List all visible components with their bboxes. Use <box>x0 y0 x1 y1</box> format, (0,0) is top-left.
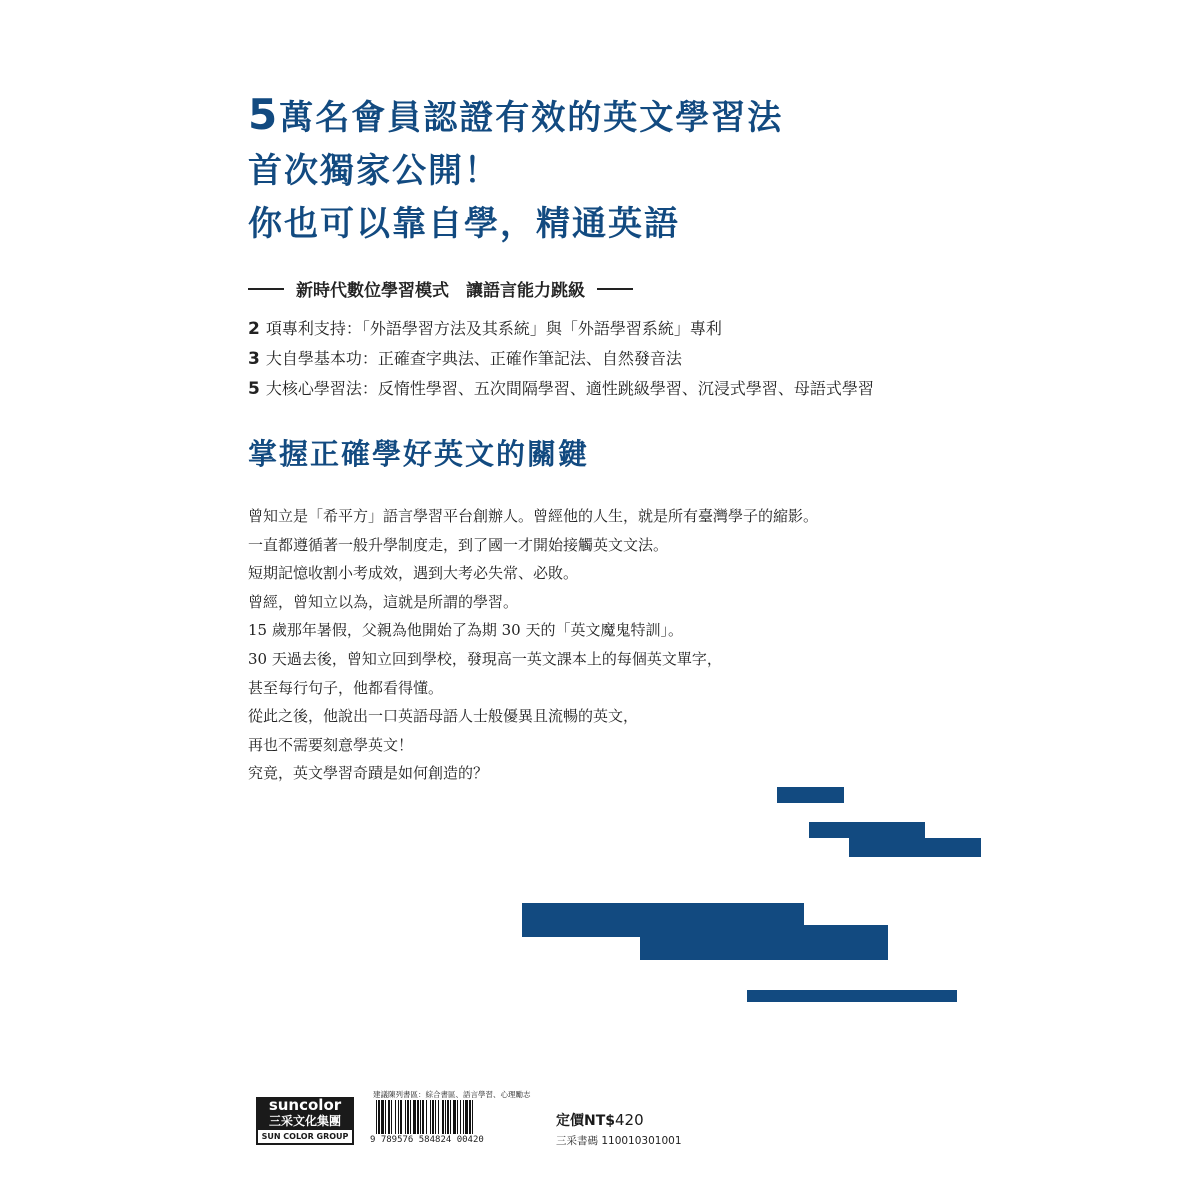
publisher-logo-wordmark: suncolor <box>268 1096 342 1114</box>
shelf-category: 建議陳列書區：綜合書區、語言學習、心理勵志 <box>373 1090 531 1099</box>
feature-number: 2 <box>248 319 260 339</box>
barcode-graphic <box>370 1100 538 1136</box>
feature-number: 3 <box>248 349 260 369</box>
body-line: 曾經，曾知立以為，這就是所謂的學習。 <box>248 592 519 611</box>
headline-line-1 <box>248 88 783 145</box>
feature-item <box>248 374 874 404</box>
tagline <box>248 276 633 301</box>
publisher-logo-english: SUN COLOR GROUP <box>258 1130 352 1143</box>
headline-line-3: 你也可以靠自學，精通英語 <box>248 204 680 244</box>
feature-text: 大自學基本功：正確查字典法、正確作筆記法、自然發音法 <box>265 349 682 368</box>
body-line: 15 歲那年暑假，父親為他開始了為期 30 天的「英文魔鬼特訓」。 <box>248 621 683 640</box>
store-code: 三采書碼 110010301001 <box>556 1135 682 1147</box>
decorative-bar <box>640 925 888 960</box>
body-text <box>248 502 818 788</box>
publisher-logo-chinese: 三采文化集團 <box>268 1114 341 1128</box>
tagline-rule-left <box>248 288 284 290</box>
price-value: 420 <box>615 1111 644 1129</box>
headline-line-2: 首次獨家公開！ <box>248 151 500 191</box>
headline <box>248 88 783 251</box>
body-line: 曾知立是「希平方」語言學習平台創辦人。曾經他的人生，就是所有臺灣學子的縮影。 <box>248 507 819 525</box>
body-line: 一直都遵循著一般升學制度走，到了國一才開始接觸英文文法。 <box>248 535 669 554</box>
feature-item <box>248 344 874 374</box>
subheading: 掌握正確學好英文的關鍵 <box>248 437 590 471</box>
decorative-bar <box>809 822 925 838</box>
feature-text: 項專利支持：「外語學習方法及其系統」與「外語學習系統」專利 <box>265 319 722 338</box>
decorative-bar <box>849 838 981 857</box>
tagline-rule-right <box>597 288 633 290</box>
headline-line-1-text: 萬名會員認證有效的英文學習法 <box>279 98 784 138</box>
headline-digit: 5 <box>248 90 280 139</box>
feature-item <box>248 314 874 344</box>
feature-number: 5 <box>248 379 260 399</box>
price-label: 定價NT$ <box>556 1113 616 1129</box>
publisher-logo <box>256 1097 354 1145</box>
body-line: 30 天過去後，曾知立回到學校，發現高一英文課本上的每個英文單字， <box>248 649 722 668</box>
feature-text: 大核心學習法：反惰性學習、五次間隔學習、適性跳級學習、沉浸式學習、母語式學習 <box>265 379 874 398</box>
decorative-bar <box>747 990 957 1002</box>
isbn-number: 9 789576 584824 00420 <box>370 1135 484 1145</box>
body-line: 短期記憶收割小考成效，遇到大考必失常、必敗。 <box>248 564 579 583</box>
body-line: 究竟，英文學習奇蹟是如何創造的？ <box>248 764 489 783</box>
decorative-bar <box>777 787 844 803</box>
tagline-text: 新時代數位學習模式 讓語言能力跳級 <box>296 281 585 301</box>
body-line: 甚至每行句子，他都看得懂。 <box>248 678 444 697</box>
body-line: 從此之後，他說出一口英語母語人士般優異且流暢的英文， <box>248 707 639 726</box>
body-line: 再也不需要刻意學英文！ <box>248 735 414 754</box>
barcode <box>370 1100 538 1138</box>
feature-list <box>248 314 874 404</box>
price <box>556 1110 644 1130</box>
